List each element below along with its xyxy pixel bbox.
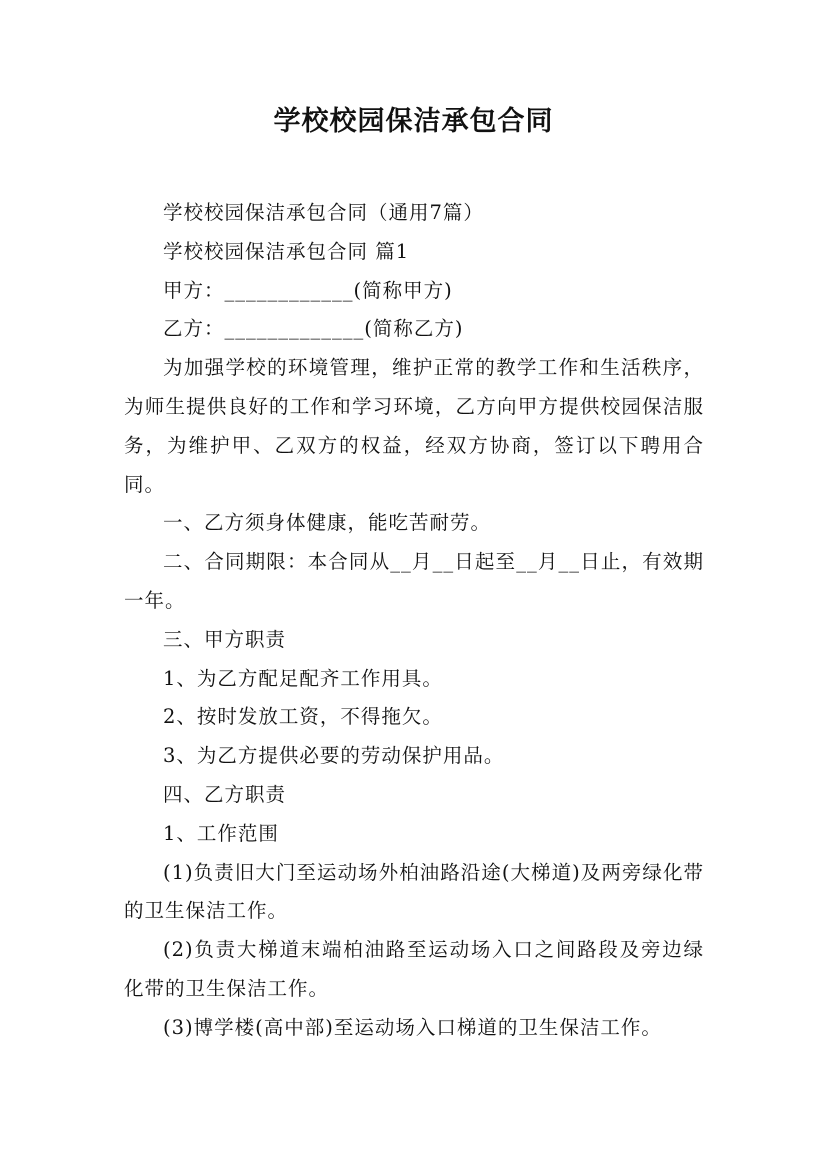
paragraph-clause-4-heading: 四、乙方职责 [163,782,287,806]
paragraph-clause-4-item-1: 1、工作范围 [163,821,279,845]
document-body [124,194,704,1048]
paragraph-clause-3-item-1: 1、为乙方配足配齐工作用具。 [163,666,443,690]
paragraph-scope-1: (1)负责旧大门至运动场外柏油路沿途(大梯道)及两旁绿化带的卫生保洁工作。 [124,860,704,923]
paragraph-subtitle: 学校校园保洁承包合同（通用7篇） [163,201,484,224]
paragraph-section-heading: 学校校园保洁承包合同 篇1 [163,239,410,263]
paragraph-scope-2: (2)负责大梯道末端柏油路至运动场入口之间路段及旁边绿化带的卫生保洁工作。 [124,938,704,1000]
paragraph-scope-3: (3)博学楼(高中部)至运动场入口梯道的卫生保洁工作。 [163,1015,662,1039]
paragraph-clause-3-item-2: 2、按时发放工资，不得拖欠。 [163,705,443,729]
paragraph-clause-3-heading: 三、甲方职责 [163,627,287,651]
document-title: 学校校园保洁承包合同 [273,106,554,137]
paragraph-purpose: 为加强学校的环境管理，维护正常的教学工作和生活秩序，为师生提供良好的工作和学习环境，乙方向甲方提供校园保洁服务，为维护甲、乙双方的权益，经双方协商，签订以下聘用合同。 [124,356,704,496]
paragraph-clause-3-item-3: 3、为乙方提供必要的劳动保护用品。 [163,744,505,768]
paragraph-party-a: 甲方：____________(简称甲方) [163,278,453,302]
paragraph-clause-2: 二、合同期限：本合同从__月__日起至__月__日止，有效期一年。 [124,550,704,612]
paragraph-clause-1: 一、乙方须身体健康，能吃苦耐劳。 [163,511,492,535]
paragraph-party-b: 乙方：_____________(简称乙方) [163,317,464,341]
